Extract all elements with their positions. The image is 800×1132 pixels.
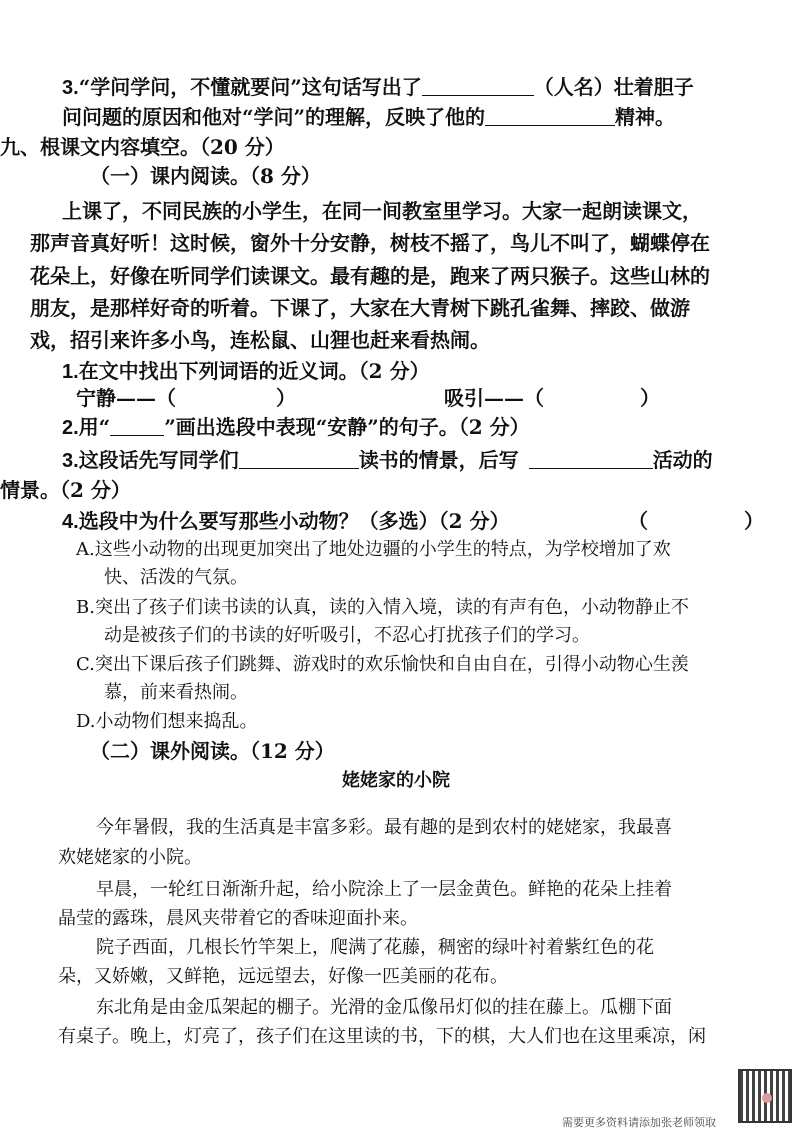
option-c-cont: 慕，前来看热闹。 bbox=[104, 682, 248, 703]
answer-blank[interactable] bbox=[529, 448, 653, 469]
answer-blank[interactable] bbox=[110, 415, 164, 436]
option-a: A.这些小动物的出现更加突出了地处边疆的小学生的特点，为学校增加了欢 bbox=[76, 539, 671, 560]
q1-item-2: 吸引——（ ） bbox=[444, 386, 660, 410]
part1-title: （一）课内阅读。（8 分） bbox=[90, 164, 321, 188]
part2-title: （二）课外阅读。（12 分） bbox=[90, 739, 335, 763]
story-line: 东北角是由金瓜架起的棚子。光滑的金瓜像吊灯似的挂在藤上。瓜棚下面 bbox=[96, 997, 672, 1018]
q4-answer-paren[interactable]: （ ） bbox=[628, 509, 764, 533]
story-line: 院子西面，几根长竹竿架上，爬满了花藤，稠密的绿叶衬着紫红色的花 bbox=[96, 937, 654, 958]
passage-line: 戏，招引来许多小鸟，连松鼠、山狸也赶来看热闹。 bbox=[30, 328, 490, 352]
q3-top-line1: 3.“学问学问，不懂就要问”这句话写出了 （人名）壮着胆子 bbox=[62, 75, 694, 99]
question-2: 2.用“ ”画出选段中表现“安静”的句子。（2 分） bbox=[62, 415, 530, 439]
passage-line: 朋友，是那样好奇的听着。下课了，大家在大青树下跳孔雀舞、摔跤、做游 bbox=[30, 296, 690, 320]
question-4: 4.选段中为什么要写那些小动物？（多选）（2 分） bbox=[62, 509, 510, 533]
passage-line: 花朵上，好像在听同学们读课文。最有趣的是，跑来了两只猴子。这些山林的 bbox=[30, 264, 710, 288]
option-d: D.小动物们想来捣乱。 bbox=[76, 711, 258, 732]
footer-note: 需要更多资料请添加张老师领取 bbox=[562, 1116, 716, 1129]
answer-blank[interactable] bbox=[422, 75, 534, 96]
story-line: 早晨，一轮红日渐渐升起，给小院涂上了一层金黄色。鲜艳的花朵上挂着 bbox=[96, 879, 672, 900]
qr-code-icon bbox=[738, 1069, 792, 1123]
story-line: 有桌子。晚上，灯亮了，孩子们在这里读的书，下的棋，大人们也在这里乘凉，闲 bbox=[58, 1026, 706, 1047]
q3-line2: 情景。（2 分） bbox=[0, 478, 131, 502]
q1-item-1: 宁静——（ ） bbox=[76, 386, 296, 410]
story-title: 姥姥家的小院 bbox=[342, 770, 450, 791]
option-b: B.突出了孩子们读书读的认真，读的入情入境，读的有声有色，小动物静止不 bbox=[76, 597, 689, 618]
answer-blank[interactable] bbox=[239, 448, 359, 469]
answer-blank[interactable] bbox=[485, 105, 615, 126]
story-line: 欢姥姥家的小院。 bbox=[58, 847, 202, 868]
option-b-cont: 动是被孩子们的书读的好听吸引，不忍心打扰孩子们的学习。 bbox=[104, 625, 590, 646]
passage-line: 上课了，不同民族的小学生，在同一间教室里学习。大家一起朗读课文， bbox=[62, 199, 702, 223]
section-title: 九、根课文内容填空。（20 分） bbox=[0, 135, 285, 159]
story-line: 晶莹的露珠，晨风夹带着它的香味迎面扑来。 bbox=[58, 908, 418, 929]
q3-top-line2: 问问题的原因和他对“学问”的理解，反映了他的 精神。 bbox=[62, 105, 676, 129]
option-c: C.突出下课后孩子们跳舞、游戏时的欢乐愉快和自由自在，引得小动物心生羡 bbox=[76, 654, 689, 675]
story-line: 朵，又娇嫩，又鲜艳，远远望去，好像一匹美丽的花布。 bbox=[58, 966, 508, 987]
question-3: 3.这段话先写同学们 读书的情景，后写 活动的 bbox=[62, 448, 713, 472]
question-1: 1.在文中找出下列词语的近义词。（2 分） bbox=[62, 359, 430, 383]
passage-line: 那声音真好听！这时候，窗外十分安静，树枝不摇了，鸟儿不叫了，蝴蝶停在 bbox=[30, 231, 710, 255]
option-a-cont: 快、活泼的气氛。 bbox=[104, 567, 248, 588]
story-line: 今年暑假，我的生活真是丰富多彩。最有趣的是到农村的姥姥家，我最喜 bbox=[96, 817, 672, 838]
